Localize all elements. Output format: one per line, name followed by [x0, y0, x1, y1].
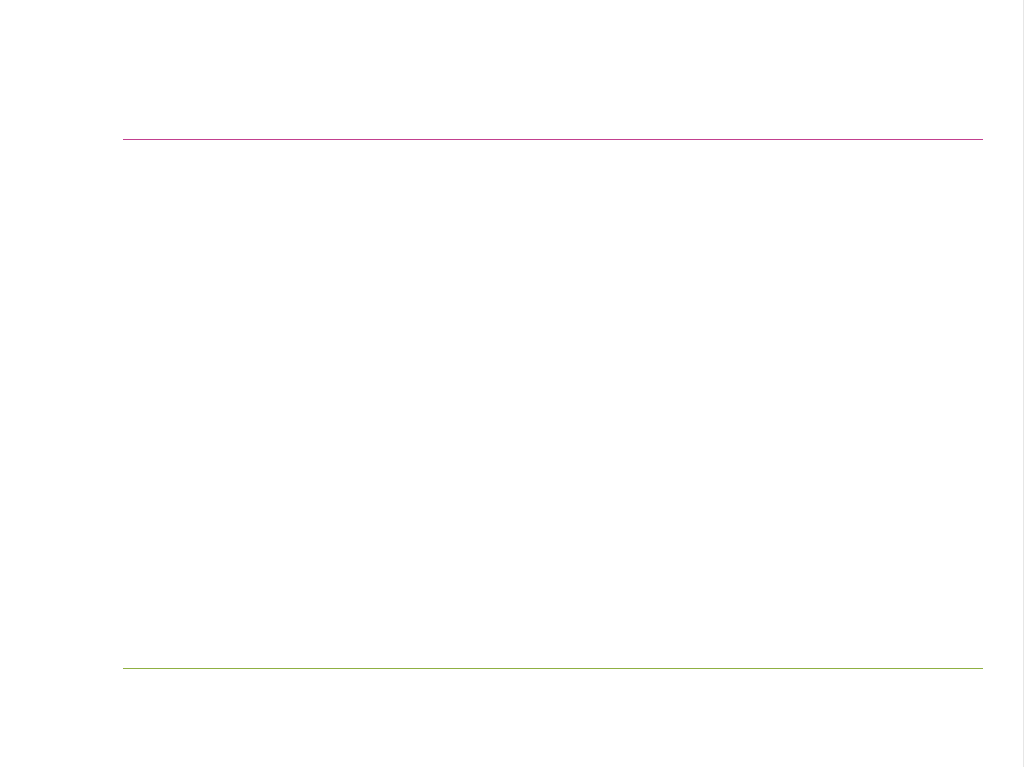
- definition-line: [130, 416, 887, 478]
- definition-line: [130, 477, 887, 539]
- definition-line: [130, 539, 887, 601]
- definition-text: [130, 231, 990, 600]
- definition-line: [130, 354, 887, 416]
- footer-divider: [123, 668, 983, 669]
- title-divider: [123, 139, 983, 140]
- definition-line: [130, 231, 887, 293]
- definition-line: [130, 293, 887, 355]
